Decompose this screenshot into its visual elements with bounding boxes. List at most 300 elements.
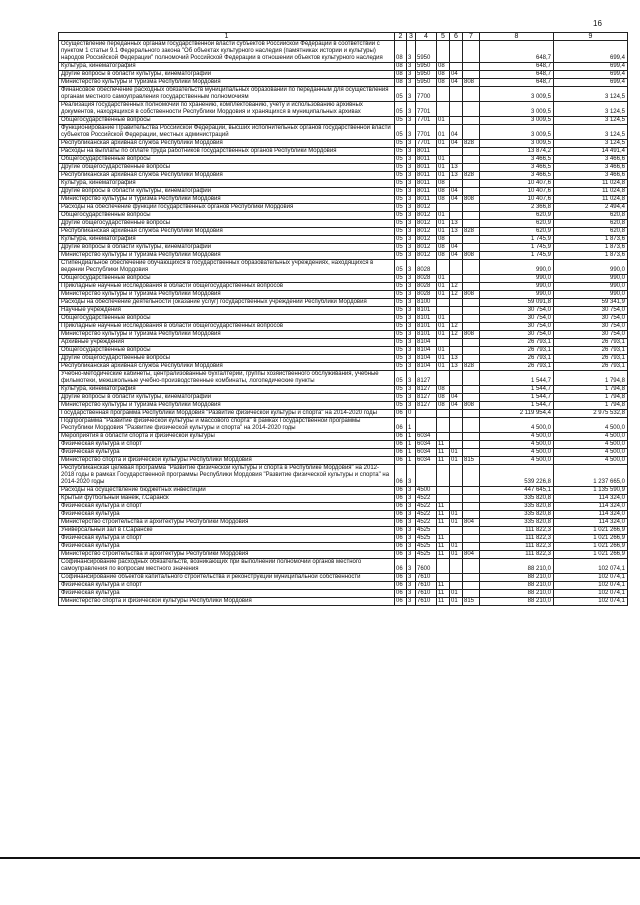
code-section: 01 bbox=[437, 228, 450, 236]
code-subprogram: 3 bbox=[407, 394, 416, 402]
code-subsection bbox=[450, 315, 463, 323]
value-year-1: 111 822,3 bbox=[480, 551, 554, 559]
code-program: 05 bbox=[395, 252, 407, 260]
row-description: Физическая культура bbox=[59, 449, 395, 457]
value-year-2: 1 873,6 bbox=[554, 252, 628, 260]
value-year-2: 102 074,1 bbox=[554, 598, 628, 606]
code-program: 05 bbox=[395, 347, 407, 355]
value-year-1: 111 822,3 bbox=[480, 535, 554, 543]
table-row bbox=[59, 156, 628, 164]
code-subsection bbox=[450, 212, 463, 220]
value-year-1: 4 500,0 bbox=[480, 441, 554, 449]
value-year-2: 1 021 266,9 bbox=[554, 527, 628, 535]
value-year-1: 648,7 bbox=[480, 41, 554, 63]
code-subprogram: 3 bbox=[407, 164, 416, 172]
code-section bbox=[437, 102, 450, 117]
code-subsection: 13 bbox=[450, 164, 463, 172]
row-description: Другие вопросы в области культуры, кинематографии bbox=[59, 188, 395, 196]
table-row bbox=[59, 495, 628, 503]
code-subsection: 13 bbox=[450, 355, 463, 363]
row-description: Министерство культуры и туризма Республики Мордовия bbox=[59, 196, 395, 204]
code-subsection: 13 bbox=[450, 228, 463, 236]
code-section bbox=[437, 299, 450, 307]
code-ministry: 828 bbox=[463, 228, 480, 236]
value-year-2: 990,0 bbox=[554, 275, 628, 283]
code-subprogram: 3 bbox=[407, 307, 416, 315]
code-subprogram: 3 bbox=[407, 41, 416, 63]
code-subprogram: 3 bbox=[407, 188, 416, 196]
value-year-1: 111 822,3 bbox=[480, 543, 554, 551]
column-header: 6 bbox=[450, 33, 463, 41]
row-description: Физическая культура и спорт bbox=[59, 535, 395, 543]
code-article: 6034 bbox=[416, 433, 437, 441]
value-year-2: 1 794,8 bbox=[554, 371, 628, 386]
code-article: 8104 bbox=[416, 363, 437, 371]
code-ministry bbox=[463, 63, 480, 71]
code-subprogram: 3 bbox=[407, 503, 416, 511]
code-subprogram: 3 bbox=[407, 79, 416, 87]
row-description: Софинансирование расходных обязательств, возникающих при выполнении полномочий органов местного самоуправления по вопросам местного значения bbox=[59, 559, 395, 574]
code-section bbox=[437, 527, 450, 535]
value-year-2: 990,0 bbox=[554, 291, 628, 299]
code-ministry bbox=[463, 87, 480, 102]
row-description: Другие общегосударственные вопросы bbox=[59, 355, 395, 363]
value-year-2: 620,8 bbox=[554, 228, 628, 236]
code-ministry bbox=[463, 180, 480, 188]
code-section: 01 bbox=[437, 323, 450, 331]
value-year-1: 1 544,7 bbox=[480, 386, 554, 394]
code-article: 8127 bbox=[416, 402, 437, 410]
table-row bbox=[59, 535, 628, 543]
value-year-1: 620,9 bbox=[480, 228, 554, 236]
value-year-1: 335 820,8 bbox=[480, 519, 554, 527]
column-header: 4 bbox=[416, 33, 437, 41]
code-ministry bbox=[463, 315, 480, 323]
value-year-1: 335 820,8 bbox=[480, 495, 554, 503]
code-ministry bbox=[463, 156, 480, 164]
row-description: Физическая культура bbox=[59, 590, 395, 598]
code-program: 08 bbox=[395, 71, 407, 79]
code-section bbox=[437, 465, 450, 487]
table-row bbox=[59, 283, 628, 291]
code-article: 8100 bbox=[416, 299, 437, 307]
code-subprogram: 3 bbox=[407, 323, 416, 331]
table-row bbox=[59, 465, 628, 487]
code-ministry bbox=[463, 125, 480, 140]
code-subprogram: 3 bbox=[407, 252, 416, 260]
value-year-2: 3 124,5 bbox=[554, 140, 628, 148]
code-subprogram: 3 bbox=[407, 117, 416, 125]
code-program: 06 bbox=[395, 487, 407, 495]
value-year-2: 114 324,0 bbox=[554, 519, 628, 527]
value-year-2: 30 754,0 bbox=[554, 315, 628, 323]
code-section bbox=[437, 433, 450, 441]
code-subsection: 12 bbox=[450, 323, 463, 331]
row-description: Государственная программа Республики Мордовия "Развитие физической культуры и спорта" на 2014-2020 годы bbox=[59, 410, 395, 418]
code-section: 01 bbox=[437, 363, 450, 371]
code-subprogram: 3 bbox=[407, 511, 416, 519]
value-year-2: 3 466,6 bbox=[554, 172, 628, 180]
value-year-2: 4 500,0 bbox=[554, 418, 628, 433]
code-article: 8012 bbox=[416, 252, 437, 260]
column-header: 3 bbox=[407, 33, 416, 41]
row-description: Министерство культуры и туризма Республики Мордовия bbox=[59, 331, 395, 339]
code-ministry: 808 bbox=[463, 196, 480, 204]
code-ministry bbox=[463, 260, 480, 275]
code-article: 7701 bbox=[416, 140, 437, 148]
table-row bbox=[59, 79, 628, 87]
column-header: 5 bbox=[437, 33, 450, 41]
value-year-1: 990,0 bbox=[480, 260, 554, 275]
value-year-1: 26 793,1 bbox=[480, 355, 554, 363]
code-section: 11 bbox=[437, 503, 450, 511]
value-year-2: 11 024,8 bbox=[554, 180, 628, 188]
code-section: 01 bbox=[437, 283, 450, 291]
code-article bbox=[416, 410, 437, 418]
value-year-1: 13 874,2 bbox=[480, 148, 554, 156]
code-subsection bbox=[450, 574, 463, 582]
table-row bbox=[59, 331, 628, 339]
code-article bbox=[416, 465, 437, 487]
code-article: 6034 bbox=[416, 457, 437, 465]
value-year-2: 114 324,0 bbox=[554, 503, 628, 511]
code-subprogram: 3 bbox=[407, 299, 416, 307]
value-year-2: 699,4 bbox=[554, 71, 628, 79]
code-article: 4500 bbox=[416, 487, 437, 495]
code-subsection: 04 bbox=[450, 188, 463, 196]
code-subsection bbox=[450, 487, 463, 495]
code-program: 05 bbox=[395, 244, 407, 252]
table-row bbox=[59, 196, 628, 204]
code-subprogram: 3 bbox=[407, 331, 416, 339]
code-subsection: 04 bbox=[450, 244, 463, 252]
code-section: 08 bbox=[437, 394, 450, 402]
code-section: 01 bbox=[437, 125, 450, 140]
code-subprogram: 3 bbox=[407, 551, 416, 559]
row-description: Общегосударственные вопросы bbox=[59, 117, 395, 125]
code-subsection bbox=[450, 503, 463, 511]
table-row bbox=[59, 418, 628, 433]
row-description: Другие вопросы в области культуры, кинематографии bbox=[59, 71, 395, 79]
code-program: 06 bbox=[395, 410, 407, 418]
table-row bbox=[59, 164, 628, 172]
code-subprogram: 3 bbox=[407, 228, 416, 236]
value-year-1: 648,7 bbox=[480, 79, 554, 87]
code-ministry: 808 bbox=[463, 79, 480, 87]
code-article: 7700 bbox=[416, 87, 437, 102]
code-article: 5950 bbox=[416, 79, 437, 87]
code-subsection bbox=[450, 299, 463, 307]
code-section bbox=[437, 41, 450, 63]
table-row bbox=[59, 511, 628, 519]
code-section bbox=[437, 204, 450, 212]
code-subprogram: 3 bbox=[407, 87, 416, 102]
value-year-1: 1 745,9 bbox=[480, 236, 554, 244]
code-article: 8011 bbox=[416, 148, 437, 156]
code-article: 8012 bbox=[416, 220, 437, 228]
row-description: Министерство культуры и туризма Республики Мордовия bbox=[59, 402, 395, 410]
code-subsection: 12 bbox=[450, 291, 463, 299]
code-subprogram: 3 bbox=[407, 148, 416, 156]
value-year-2: 4 500,0 bbox=[554, 433, 628, 441]
code-subsection bbox=[450, 117, 463, 125]
code-section: 08 bbox=[437, 252, 450, 260]
code-subprogram: 1 bbox=[407, 457, 416, 465]
table-row bbox=[59, 252, 628, 260]
value-year-1: 4 500,0 bbox=[480, 449, 554, 457]
code-program: 05 bbox=[395, 323, 407, 331]
row-description: Общегосударственные вопросы bbox=[59, 212, 395, 220]
value-year-1: 4 500,0 bbox=[480, 418, 554, 433]
code-program: 06 bbox=[395, 590, 407, 598]
row-description: Культура, кинематография bbox=[59, 180, 395, 188]
code-subprogram: 3 bbox=[407, 598, 416, 606]
code-ministry bbox=[463, 511, 480, 519]
code-subprogram: 1 bbox=[407, 433, 416, 441]
table-row bbox=[59, 188, 628, 196]
row-description: Учебно-методические кабинеты, централизованные бухгалтерии, группы хозяйственного обслуживания, учебные фильмотеки, межшкольные учебно-производственные комбинаты, логопедические пункты bbox=[59, 371, 395, 386]
value-year-2: 2 494,4 bbox=[554, 204, 628, 212]
value-year-1: 26 793,1 bbox=[480, 339, 554, 347]
value-year-2: 699,4 bbox=[554, 79, 628, 87]
value-year-1: 620,9 bbox=[480, 212, 554, 220]
code-subsection bbox=[450, 433, 463, 441]
code-subprogram: 3 bbox=[407, 315, 416, 323]
value-year-1: 3 466,5 bbox=[480, 156, 554, 164]
code-section bbox=[437, 410, 450, 418]
code-article: 8127 bbox=[416, 394, 437, 402]
row-description: Республиканская архивная служба Республики Мордовия bbox=[59, 140, 395, 148]
value-year-1: 26 793,1 bbox=[480, 347, 554, 355]
table-row bbox=[59, 260, 628, 275]
code-subsection: 04 bbox=[450, 71, 463, 79]
code-subprogram: 3 bbox=[407, 487, 416, 495]
code-ministry bbox=[463, 394, 480, 402]
code-subsection bbox=[450, 63, 463, 71]
table-row bbox=[59, 355, 628, 363]
code-subprogram: 3 bbox=[407, 559, 416, 574]
value-year-1: 990,0 bbox=[480, 283, 554, 291]
table-row bbox=[59, 402, 628, 410]
table-row bbox=[59, 87, 628, 102]
code-ministry bbox=[463, 495, 480, 503]
value-year-2: 14 491,4 bbox=[554, 148, 628, 156]
code-article: 4522 bbox=[416, 519, 437, 527]
value-year-1: 4 500,0 bbox=[480, 433, 554, 441]
code-subsection bbox=[450, 535, 463, 543]
code-article: 8101 bbox=[416, 315, 437, 323]
table-row bbox=[59, 41, 628, 63]
page-number: 16 bbox=[593, 19, 602, 28]
code-subsection bbox=[450, 410, 463, 418]
value-year-1: 4 500,0 bbox=[480, 457, 554, 465]
code-program: 05 bbox=[395, 204, 407, 212]
code-article: 8101 bbox=[416, 331, 437, 339]
code-subprogram: 3 bbox=[407, 260, 416, 275]
code-section: 08 bbox=[437, 180, 450, 188]
value-year-2: 1 873,6 bbox=[554, 244, 628, 252]
code-subprogram: 3 bbox=[407, 236, 416, 244]
code-subprogram: 3 bbox=[407, 283, 416, 291]
table-row bbox=[59, 125, 628, 140]
value-year-2: 4 500,0 bbox=[554, 457, 628, 465]
code-subprogram: 3 bbox=[407, 63, 416, 71]
code-ministry bbox=[463, 535, 480, 543]
code-subsection: 04 bbox=[450, 140, 463, 148]
code-article: 8011 bbox=[416, 172, 437, 180]
row-description: Реализация государственных полномочий по хранению, комплектованию, учету и использованию архивных документов, находящихся в собственности Республики Мордовия и хранящихся в муниципальных архивах bbox=[59, 102, 395, 117]
code-subsection bbox=[450, 275, 463, 283]
code-ministry: 808 bbox=[463, 331, 480, 339]
code-subprogram: 3 bbox=[407, 196, 416, 204]
value-year-1: 30 754,0 bbox=[480, 323, 554, 331]
code-subsection bbox=[450, 465, 463, 487]
value-year-1: 111 822,3 bbox=[480, 527, 554, 535]
code-article: 7610 bbox=[416, 582, 437, 590]
code-subprogram: 3 bbox=[407, 275, 416, 283]
code-article: 8127 bbox=[416, 371, 437, 386]
value-year-1: 26 793,1 bbox=[480, 363, 554, 371]
code-subsection bbox=[450, 236, 463, 244]
value-year-1: 88 210,0 bbox=[480, 574, 554, 582]
row-description: Софинансирование объектов капитального строительства и реконструкции муниципальной собственности bbox=[59, 574, 395, 582]
code-article: 4525 bbox=[416, 535, 437, 543]
code-program: 05 bbox=[395, 275, 407, 283]
code-article: 4525 bbox=[416, 543, 437, 551]
code-subprogram: 3 bbox=[407, 519, 416, 527]
code-section: 01 bbox=[437, 355, 450, 363]
value-year-1: 10 407,6 bbox=[480, 188, 554, 196]
code-program: 05 bbox=[395, 371, 407, 386]
code-subsection bbox=[450, 156, 463, 164]
row-description: Научные учреждения bbox=[59, 307, 395, 315]
code-subsection bbox=[450, 418, 463, 433]
value-year-1: 88 210,0 bbox=[480, 582, 554, 590]
code-ministry bbox=[463, 164, 480, 172]
row-description: Прикладные научные исследования в области общегосударственных вопросов bbox=[59, 283, 395, 291]
row-description: Расходы на осуществление бюджетных инвестиций bbox=[59, 487, 395, 495]
code-subprogram: 3 bbox=[407, 402, 416, 410]
row-description: Общегосударственные вопросы bbox=[59, 156, 395, 164]
code-section: 11 bbox=[437, 441, 450, 449]
value-year-2: 1 021 266,9 bbox=[554, 543, 628, 551]
row-description: Министерство спорта и физической культуры Республики Мордовия bbox=[59, 457, 395, 465]
code-subsection bbox=[450, 339, 463, 347]
code-subsection: 01 bbox=[450, 543, 463, 551]
code-section: 08 bbox=[437, 236, 450, 244]
value-year-2: 26 793,1 bbox=[554, 355, 628, 363]
table-row bbox=[59, 386, 628, 394]
code-ministry bbox=[463, 574, 480, 582]
table-row bbox=[59, 212, 628, 220]
code-program: 05 bbox=[395, 220, 407, 228]
value-year-2: 26 793,1 bbox=[554, 363, 628, 371]
value-year-2: 1 237 665,0 bbox=[554, 465, 628, 487]
row-description: Республиканская архивная служба Республики Мордовия bbox=[59, 363, 395, 371]
code-subprogram: 1 bbox=[407, 418, 416, 433]
code-ministry bbox=[463, 371, 480, 386]
code-program: 05 bbox=[395, 331, 407, 339]
code-section bbox=[437, 495, 450, 503]
code-article: 7701 bbox=[416, 117, 437, 125]
code-ministry bbox=[463, 590, 480, 598]
code-article: 8104 bbox=[416, 355, 437, 363]
code-section: 08 bbox=[437, 196, 450, 204]
code-article: 8101 bbox=[416, 307, 437, 315]
code-ministry bbox=[463, 441, 480, 449]
row-description: Универсальный зал в г.Саранске bbox=[59, 527, 395, 535]
value-year-2: 102 074,1 bbox=[554, 590, 628, 598]
code-subprogram: 3 bbox=[407, 339, 416, 347]
value-year-1: 539 226,8 bbox=[480, 465, 554, 487]
code-ministry bbox=[463, 386, 480, 394]
code-program: 06 bbox=[395, 441, 407, 449]
code-article: 8012 bbox=[416, 204, 437, 212]
value-year-1: 30 754,0 bbox=[480, 315, 554, 323]
code-subsection: 13 bbox=[450, 220, 463, 228]
code-ministry bbox=[463, 307, 480, 315]
code-subprogram: 1 bbox=[407, 441, 416, 449]
code-subsection: 13 bbox=[450, 172, 463, 180]
code-subprogram: 3 bbox=[407, 204, 416, 212]
code-subsection: 04 bbox=[450, 394, 463, 402]
code-subprogram: 3 bbox=[407, 543, 416, 551]
value-year-2: 3 124,5 bbox=[554, 87, 628, 102]
value-year-2: 4 500,0 bbox=[554, 449, 628, 457]
code-ministry bbox=[463, 71, 480, 79]
table-row bbox=[59, 363, 628, 371]
code-program: 05 bbox=[395, 339, 407, 347]
row-description: Республиканская целевая программа "Развитие физической культуры и спорта в Республике Мордовия" на 2012-2018 годы в рамках Государственной программы Республики Мордовия "Развитие физической культуры и спорта" на 2014-2020 годы bbox=[59, 465, 395, 487]
code-ministry bbox=[463, 418, 480, 433]
value-year-2: 26 793,1 bbox=[554, 339, 628, 347]
code-ministry: 808 bbox=[463, 252, 480, 260]
code-ministry bbox=[463, 148, 480, 156]
code-article: 8028 bbox=[416, 291, 437, 299]
code-section: 08 bbox=[437, 63, 450, 71]
code-article bbox=[416, 418, 437, 433]
code-subsection: 04 bbox=[450, 79, 463, 87]
code-section: 11 bbox=[437, 449, 450, 457]
value-year-2: 30 754,0 bbox=[554, 307, 628, 315]
code-program: 05 bbox=[395, 188, 407, 196]
code-program: 06 bbox=[395, 511, 407, 519]
code-program: 06 bbox=[395, 559, 407, 574]
code-ministry: 828 bbox=[463, 172, 480, 180]
code-section bbox=[437, 559, 450, 574]
row-description: Министерство спорта и физической культуры Республики Мордовия bbox=[59, 598, 395, 606]
value-year-2: 699,4 bbox=[554, 63, 628, 71]
code-ministry: 804 bbox=[463, 519, 480, 527]
value-year-1: 3 009,5 bbox=[480, 125, 554, 140]
code-section bbox=[437, 487, 450, 495]
code-subprogram: 3 bbox=[407, 347, 416, 355]
code-program: 05 bbox=[395, 125, 407, 140]
code-program: 06 bbox=[395, 574, 407, 582]
row-description: Общегосударственные вопросы bbox=[59, 315, 395, 323]
code-ministry bbox=[463, 117, 480, 125]
row-description: Функционирование Правительства Российской Федерации, высших исполнительных органов государственной власти субъектов Российской Федерации, местных администраций bbox=[59, 125, 395, 140]
code-subsection bbox=[450, 347, 463, 355]
value-year-2: 990,0 bbox=[554, 283, 628, 291]
code-article: 7701 bbox=[416, 125, 437, 140]
value-year-2: 1 794,8 bbox=[554, 386, 628, 394]
code-section: 08 bbox=[437, 79, 450, 87]
code-article: 4522 bbox=[416, 511, 437, 519]
code-subsection bbox=[450, 180, 463, 188]
code-section: 11 bbox=[437, 511, 450, 519]
code-section: 01 bbox=[437, 331, 450, 339]
